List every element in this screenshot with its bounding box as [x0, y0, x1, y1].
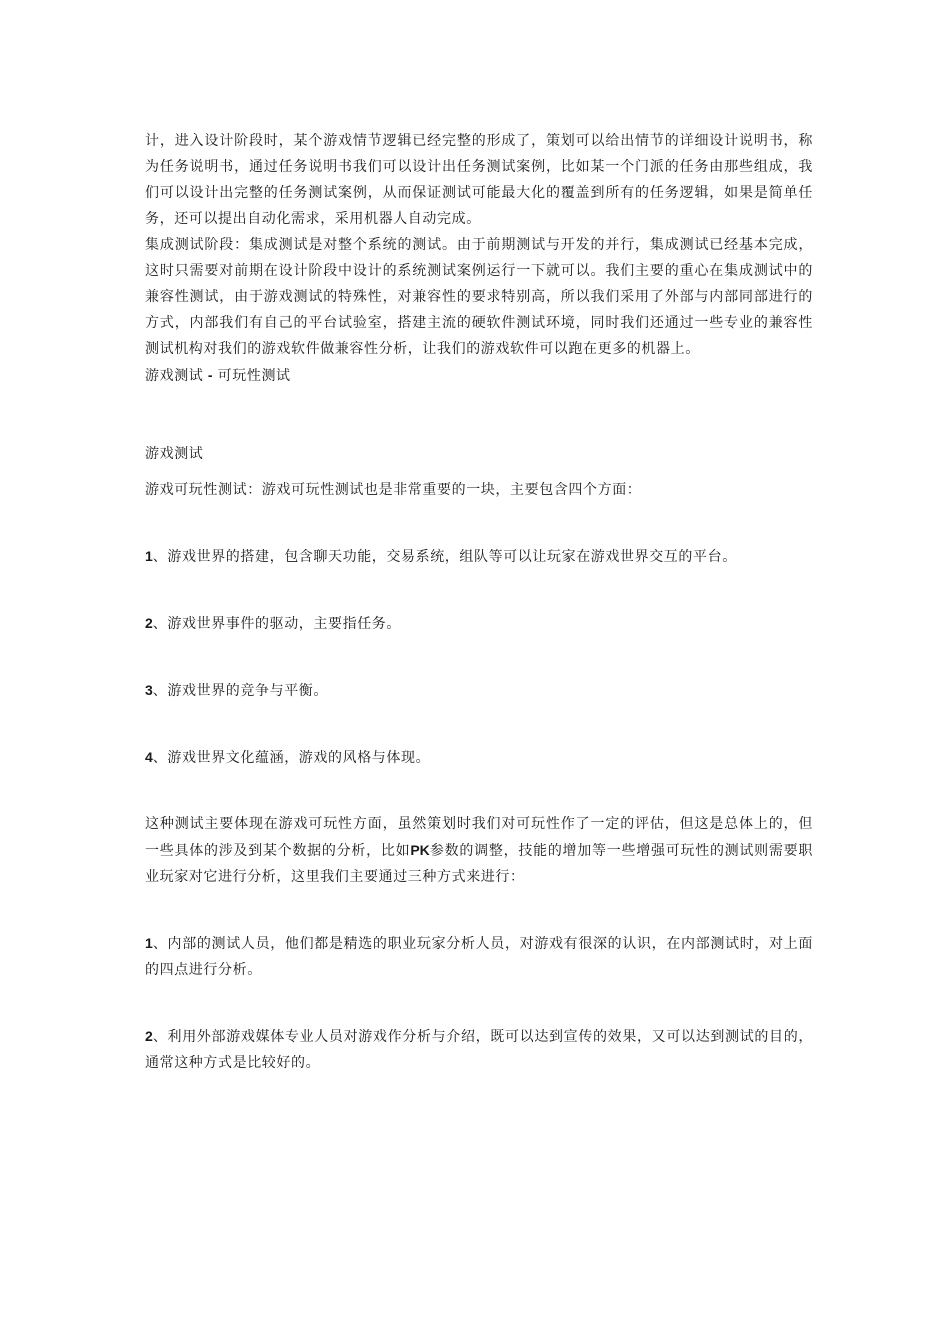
analysis-text-b: 参数的调整，技能的增加等一些增强可玩性的测试则需要职业玩家对它进行分析，这里我们主要通过三种方式来进行：	[145, 843, 813, 885]
spacer	[145, 389, 813, 441]
spacer	[145, 503, 813, 543]
aspect-item-3	[145, 677, 813, 704]
aspect-text: 、游戏世界文化蕴涵，游戏的风格与体现。	[152, 750, 431, 766]
aspect-number: 4	[145, 749, 153, 765]
method-text: 、内部的测试人员，他们都是精选的职业玩家分析人员，对游戏有很深的认识，在内部测试时，对上面的四点进行分析。	[145, 936, 813, 978]
aspect-text: 、游戏世界的竞争与平衡。	[152, 683, 328, 699]
aspect-text: 、游戏世界事件的驱动，主要指任务。	[152, 616, 401, 632]
section-title	[145, 362, 813, 389]
section-title-separator: -	[203, 367, 218, 383]
section-title-part-a: 游戏测试	[145, 368, 204, 384]
analysis-text-a: 这种测试主要体现在游戏可玩性方面，虽然策划时我们对可玩性作了一定的评估，但这是总体上的，但一些具体的涉及到某个数据的分析，比如	[145, 816, 813, 859]
playability-intro: 游戏可玩性测试：游戏可玩性测试也是非常重要的一块，主要包含四个方面：	[145, 482, 642, 498]
aspect-number: 3	[145, 682, 153, 698]
spacer	[145, 983, 813, 1023]
aspect-text: 、游戏世界的搭建，包含聊天功能，交易系统，组队等可以让玩家在游戏世界交互的平台。	[152, 549, 737, 565]
paragraph-analysis	[145, 811, 813, 890]
method-number: 2	[145, 1028, 153, 1044]
aspect-item-1	[145, 543, 813, 570]
paragraph-design-phase: 计，进入设计阶段时，某个游戏情节逻辑已经完整的形成了，策划可以给出情节的详细设计说明书，称为任务说明书，通过任务说明书我们可以设计出任务测试案例，比如某一个门派的任务由那些组成，我们可以设计出完整的任务测试案例，从而保证测试可能最大化的覆盖到所有的任务逻辑，如果是简单任务，还可以提出自动化需求，采用机器人自动完成。	[145, 133, 813, 227]
document-body	[145, 128, 813, 1076]
aspect-number: 1	[145, 548, 153, 564]
aspect-item-4	[145, 744, 813, 771]
section-title-part-b: 可玩性测试	[217, 368, 291, 384]
aspect-item-2	[145, 610, 813, 637]
aspect-number: 2	[145, 615, 153, 631]
spacer	[145, 890, 813, 930]
spacer	[145, 637, 813, 677]
method-item-2	[145, 1023, 813, 1076]
subheading: 游戏测试	[145, 446, 204, 462]
spacer	[145, 771, 813, 811]
spacer	[145, 704, 813, 744]
method-item-1	[145, 930, 813, 983]
method-text: 、利用外部游戏媒体专业人员对游戏作分析与介绍，既可以达到宣传的效果，又可以达到测试的目的，通常这种方式是比较好的。	[145, 1029, 813, 1071]
paragraph-integration-testing: 集成测试阶段：集成测试是对整个系统的测试。由于前期测试与开发的并行，集成测试已经基本完成，这时只需要对前期在设计阶段中设计的系统测试案例运行一下就可以。我们主要的重心在集成测试中的兼容性测试，由于游戏测试的特殊性，对兼容性的要求特别高，所以我们采用了外部与内部同部进行的方式，内部我们有自己的平台试验室，搭建主流的硬软件测试环境，同时我们还通过一些专业的兼容性测试机构对我们的游戏软件做兼容性分析，让我们的游戏软件可以跑在更多的机器上。	[145, 237, 813, 357]
spacer	[145, 570, 813, 610]
method-number: 1	[145, 935, 153, 951]
spacer	[145, 467, 813, 477]
analysis-pk: PK	[410, 842, 430, 858]
